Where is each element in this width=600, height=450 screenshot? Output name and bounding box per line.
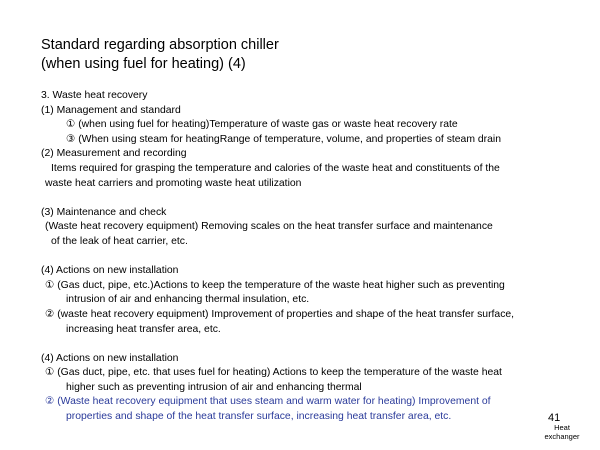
s4a-heading: (4) Actions on new installation xyxy=(41,265,179,277)
s4a-item-1-line-1: ① (Gas duct, pipe, etc.)Actions to keep the temperature of the waste heat higher such as preventing xyxy=(45,279,505,291)
s3-line-1: (Waste heat recovery equipment) Removing scales on the heat transfer surface and maintenance xyxy=(45,221,493,233)
s2-heading: (2) Measurement and recording xyxy=(41,148,187,160)
s3-heading: (3) Maintenance and check xyxy=(41,206,167,218)
spacer xyxy=(41,191,591,206)
s4a-item-1-line-2: intrusion of air and enhancing thermal insulation, etc. xyxy=(66,294,310,306)
section-heading: 3. Waste heat recovery xyxy=(41,90,148,101)
s4b-item-1-line-1: ① (Gas duct, pipe, etc. that uses fuel for heating) Actions to keep the temperature of the waste heat xyxy=(45,367,502,379)
s4a-item-2-line-1: ② (waste heat recovery equipment) Improvement of properties and shape of the heat transfer surface, xyxy=(45,308,515,320)
s2-line-2: waste heat carriers and promoting waste heat utilization xyxy=(45,177,302,189)
s3-line-2: of the leak of heat carrier, etc. xyxy=(51,235,188,247)
title-line-2: (when using fuel for heating) (4) xyxy=(41,56,246,72)
footer-label-line-1: Heat xyxy=(554,423,570,432)
title-line-1: Standard regarding absorption chiller xyxy=(41,37,279,53)
s1-heading: (1) Management and standard xyxy=(41,104,181,116)
spacer xyxy=(41,250,591,265)
s4b-item-2-line-2: properties and shape of the heat transfer surface, increasing heat transfer area, etc. xyxy=(66,411,452,423)
s4a-item-2-line-2: increasing heat transfer area, etc. xyxy=(66,323,221,335)
s4b-item-1-line-2: higher such as preventing intrusion of air and enhancing thermal xyxy=(66,381,362,393)
s1-item-3: ③ (When using steam for heatingRange of temperature, volume, and properties of steam drain xyxy=(66,133,501,145)
footer-label-line-2: exchanger xyxy=(544,431,580,441)
spacer xyxy=(41,337,591,352)
slide-title xyxy=(41,36,279,74)
s4b-heading: (4) Actions on new installation xyxy=(41,352,179,364)
s2-line-1: Items required for grasping the temperature and calories of the waste heat and constituents of the xyxy=(51,162,500,174)
page-number: 41 xyxy=(548,412,561,424)
footer-label xyxy=(544,424,580,441)
s1-item-1: ① (when using fuel for heating)Temperature of waste gas or waste heat recovery rate xyxy=(66,119,458,131)
slide-body xyxy=(41,89,591,425)
s4b-item-2-line-1: ② (Waste heat recovery equipment that uses steam and warm water for heating) Improvement of xyxy=(45,396,491,408)
